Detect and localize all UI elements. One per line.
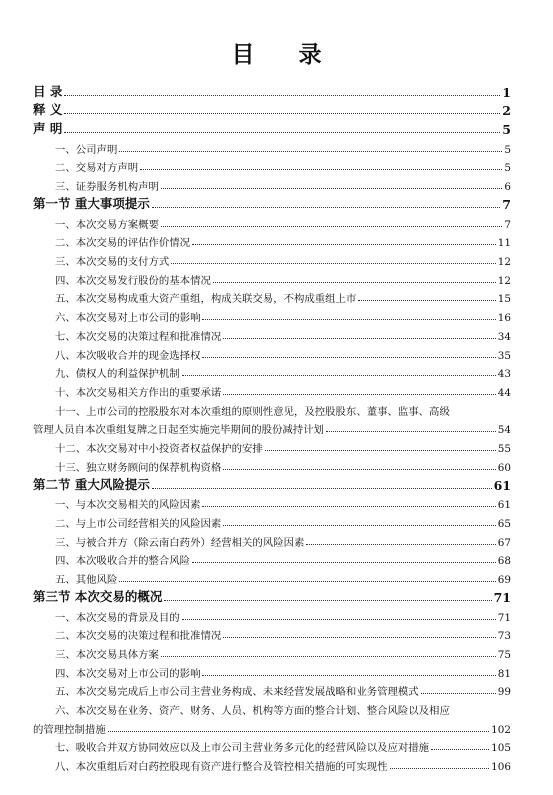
- toc-entry-page: 102: [491, 723, 511, 736]
- dot-leader: [192, 244, 496, 245]
- toc-entry-label: 十三、独立财务顾问的保荐机构资格: [55, 461, 222, 474]
- dot-leader: [161, 656, 496, 657]
- toc-entry-label-line1: 六、本次交易在业务、资产、财务、人员、机构等方面的整合计划、整合风险以及相应: [55, 704, 450, 717]
- toc-entry-label: 第二节 重大风险提示: [33, 476, 150, 492]
- toc-entry-label: 五、本次交易完成后上市公司主营业务构成、未来经营发展战略和业务管理模式: [55, 686, 419, 699]
- toc-entry-label: 一、与本次交易相关的风险因素: [55, 499, 201, 512]
- dot-leader: [164, 600, 491, 601]
- toc-sub-entry[interactable]: [33, 287, 511, 306]
- toc-sub-entry[interactable]: [33, 605, 511, 624]
- toc-sub-entry[interactable]: [33, 231, 511, 250]
- toc-entry-page: 44: [497, 386, 511, 399]
- toc-entry-page: 68: [497, 555, 511, 568]
- toc-top-entry[interactable]: [33, 118, 511, 137]
- toc-entry-label: 八、本次重组后对白药控股现有资产进行整合及管控相关措施的可实现性: [55, 761, 388, 774]
- toc-sub-entry[interactable]: [33, 754, 511, 773]
- toc-sub-entry[interactable]: [33, 436, 511, 455]
- dot-leader: [171, 263, 495, 264]
- toc-sub-entry[interactable]: [33, 156, 511, 175]
- toc-entry-label: 第一节 重大事项提示: [33, 196, 150, 212]
- dot-leader: [108, 731, 489, 732]
- toc-sub-entry[interactable]: [33, 343, 511, 362]
- dot-leader: [223, 394, 496, 395]
- dot-leader: [64, 113, 500, 114]
- toc-entry-label: 十、本次交易相关方作出的重要承诺: [55, 386, 222, 399]
- toc-entry-page: 67: [497, 536, 511, 549]
- toc-entry-page: 1: [502, 84, 511, 100]
- toc-section-entry[interactable]: [33, 586, 511, 605]
- dot-leader: [192, 562, 496, 563]
- toc-sub-entry[interactable]: [33, 567, 511, 586]
- toc-entry-page: 54: [497, 424, 511, 437]
- dot-leader: [213, 282, 496, 283]
- toc-entry-page: 43: [497, 368, 511, 381]
- toc-entry-label: 释 义: [33, 102, 63, 118]
- dot-leader: [161, 188, 502, 189]
- toc-entry-page: 55: [497, 442, 511, 455]
- dot-leader: [358, 300, 495, 301]
- toc-entry-label: 七、本次交易的决策过程和批准情况: [55, 330, 222, 343]
- toc-entry-label: 三、本次交易的支付方式: [55, 256, 170, 269]
- toc-entry-label-line1: 十一、上市公司的控股股东对本次重组的原则性意见，及控股股东、董事、监事、高级: [55, 405, 450, 418]
- toc-entry-page: 12: [497, 256, 511, 269]
- dot-leader: [326, 431, 496, 432]
- dot-leader: [64, 132, 500, 133]
- toc-entry-label: 五、其他风险: [55, 573, 118, 586]
- toc-sub-entry[interactable]: [33, 736, 511, 755]
- toc-entry-page: 16: [497, 312, 511, 325]
- dot-leader: [223, 469, 496, 470]
- toc-sub-entry-multiline[interactable]: [33, 399, 511, 436]
- toc-sub-entry-multiline[interactable]: [33, 698, 511, 735]
- dot-leader: [161, 226, 502, 227]
- toc-top-entry[interactable]: [33, 81, 511, 100]
- toc-sub-entry[interactable]: [33, 549, 511, 568]
- toc-entry-label: 目 录: [33, 83, 63, 99]
- toc-sub-entry[interactable]: [33, 511, 511, 530]
- toc-entry-page: 15: [497, 293, 511, 306]
- toc-sub-entry[interactable]: [33, 380, 511, 399]
- toc-entry-label: 四、本次交易对上市公司的影响: [55, 667, 201, 680]
- toc-entry-page: 99: [497, 686, 511, 699]
- toc-entry-label: 三、证券服务机构声明: [55, 181, 159, 194]
- toc-sub-entry[interactable]: [33, 137, 511, 156]
- toc-entry-label: 一、公司声明: [55, 143, 118, 156]
- dot-leader: [119, 581, 495, 582]
- toc-entry-page: 12: [497, 274, 511, 287]
- dot-leader: [140, 169, 502, 170]
- toc-sub-entry[interactable]: [33, 455, 511, 474]
- toc-entry-page: 105: [491, 742, 511, 755]
- toc-entry-label: 二、本次交易的评估作价情况: [55, 237, 191, 250]
- toc-entry-label-line2: 的管理控制措施: [33, 723, 106, 736]
- toc-entry-page: 7: [504, 218, 511, 231]
- toc-entry-page: 7: [502, 197, 511, 213]
- dot-leader: [182, 375, 496, 376]
- toc-entry-label: 六、本次交易对上市公司的影响: [55, 312, 201, 325]
- toc-entry-page: 34: [497, 330, 511, 343]
- toc-entry-page: 71: [497, 611, 511, 624]
- dot-leader: [152, 488, 492, 489]
- toc-entry-label: 八、本次吸收合并的现金选择权: [55, 349, 201, 362]
- toc-entry-label: 七、吸收合并双方协同效应以及上市公司主营业务多元化的经营风险以及应对措施: [55, 742, 430, 755]
- toc-entry-page: 75: [497, 648, 511, 661]
- dot-leader: [152, 207, 500, 208]
- dot-leader: [182, 619, 496, 620]
- toc-sub-entry[interactable]: [33, 680, 511, 699]
- toc-sub-entry[interactable]: [33, 624, 511, 643]
- toc-entry-label: 五、本次交易构成重大资产重组，构成关联交易，不构成重组上市: [55, 293, 357, 306]
- toc-sub-entry[interactable]: [33, 324, 511, 343]
- toc-entry-label: 三、本次交易具体方案: [55, 648, 159, 661]
- toc-entry-page: 11: [497, 237, 511, 250]
- toc-entry-page: 60: [497, 461, 511, 474]
- dot-leader: [202, 319, 495, 320]
- table-of-contents: [33, 81, 511, 773]
- dot-leader: [223, 637, 496, 638]
- toc-sub-entry[interactable]: [33, 661, 511, 680]
- toc-entry-label: 一、本次交易的背景及目的: [55, 611, 180, 624]
- dot-leader: [431, 749, 489, 750]
- toc-sub-entry[interactable]: [33, 305, 511, 324]
- toc-top-entry[interactable]: [33, 100, 511, 119]
- toc-entry-label: 十二、本次交易对中小投资者权益保护的安排: [55, 442, 263, 455]
- toc-sub-entry[interactable]: [33, 212, 511, 231]
- dot-leader: [306, 544, 495, 545]
- toc-entry-label: 三、与被合并方（除云南白药外）经营相关的风险因素: [55, 536, 305, 549]
- dot-leader: [202, 675, 495, 676]
- toc-entry-page: 81: [497, 667, 511, 680]
- toc-entry-page: 65: [497, 517, 511, 530]
- toc-entry-label: 声 明: [33, 121, 63, 137]
- dot-leader: [265, 450, 496, 451]
- toc-entry-page: 5: [504, 162, 511, 175]
- toc-sub-entry[interactable]: [33, 362, 511, 381]
- dot-leader: [119, 151, 502, 152]
- toc-sub-entry[interactable]: [33, 530, 511, 549]
- toc-section-entry[interactable]: [33, 474, 511, 493]
- toc-entry-page: 6: [504, 181, 511, 194]
- dot-leader: [64, 95, 500, 96]
- toc-entry-page: 61: [493, 477, 511, 493]
- toc-sub-entry[interactable]: [33, 642, 511, 661]
- toc-entry-label: 二、本次交易的决策过程和批准情况: [55, 630, 222, 643]
- toc-entry-page: 5: [504, 143, 511, 156]
- dot-leader: [202, 357, 495, 358]
- toc-entry-label: 一、本次交易方案概要: [55, 218, 159, 231]
- toc-entry-page: 71: [493, 589, 511, 605]
- toc-sub-entry[interactable]: [33, 249, 511, 268]
- dot-leader: [202, 506, 495, 507]
- toc-entry-label: 第三节 本次交易的概况: [33, 588, 163, 604]
- toc-entry-page: 2: [502, 103, 511, 119]
- dot-leader: [390, 768, 490, 769]
- dot-leader: [421, 693, 496, 694]
- dot-leader: [223, 338, 496, 339]
- toc-entry-label-line2: 管理人员自本次重组复牌之日起至实施完毕期间的股份减持计划: [33, 424, 324, 437]
- toc-entry-label: 四、本次交易发行股份的基本情况: [55, 274, 211, 287]
- dot-leader: [223, 525, 496, 526]
- toc-sub-entry[interactable]: [33, 493, 511, 512]
- toc-section-entry[interactable]: [33, 193, 511, 212]
- toc-entry-page: 106: [491, 761, 511, 774]
- toc-sub-entry[interactable]: [33, 268, 511, 287]
- toc-entry-page: 5: [502, 122, 511, 138]
- toc-entry-label: 二、与上市公司经营相关的风险因素: [55, 517, 222, 530]
- toc-entry-page: 35: [497, 349, 511, 362]
- toc-sub-entry[interactable]: [33, 174, 511, 193]
- toc-entry-page: 69: [497, 573, 511, 586]
- toc-entry-label: 九、债权人的利益保护机制: [55, 368, 180, 381]
- toc-entry-label: 二、交易对方声明: [55, 162, 139, 175]
- toc-entry-page: 73: [497, 630, 511, 643]
- page-title: 目 录: [231, 41, 340, 68]
- toc-entry-page: 61: [497, 499, 511, 512]
- toc-entry-label: 四、本次吸收合并的整合风险: [55, 555, 191, 568]
